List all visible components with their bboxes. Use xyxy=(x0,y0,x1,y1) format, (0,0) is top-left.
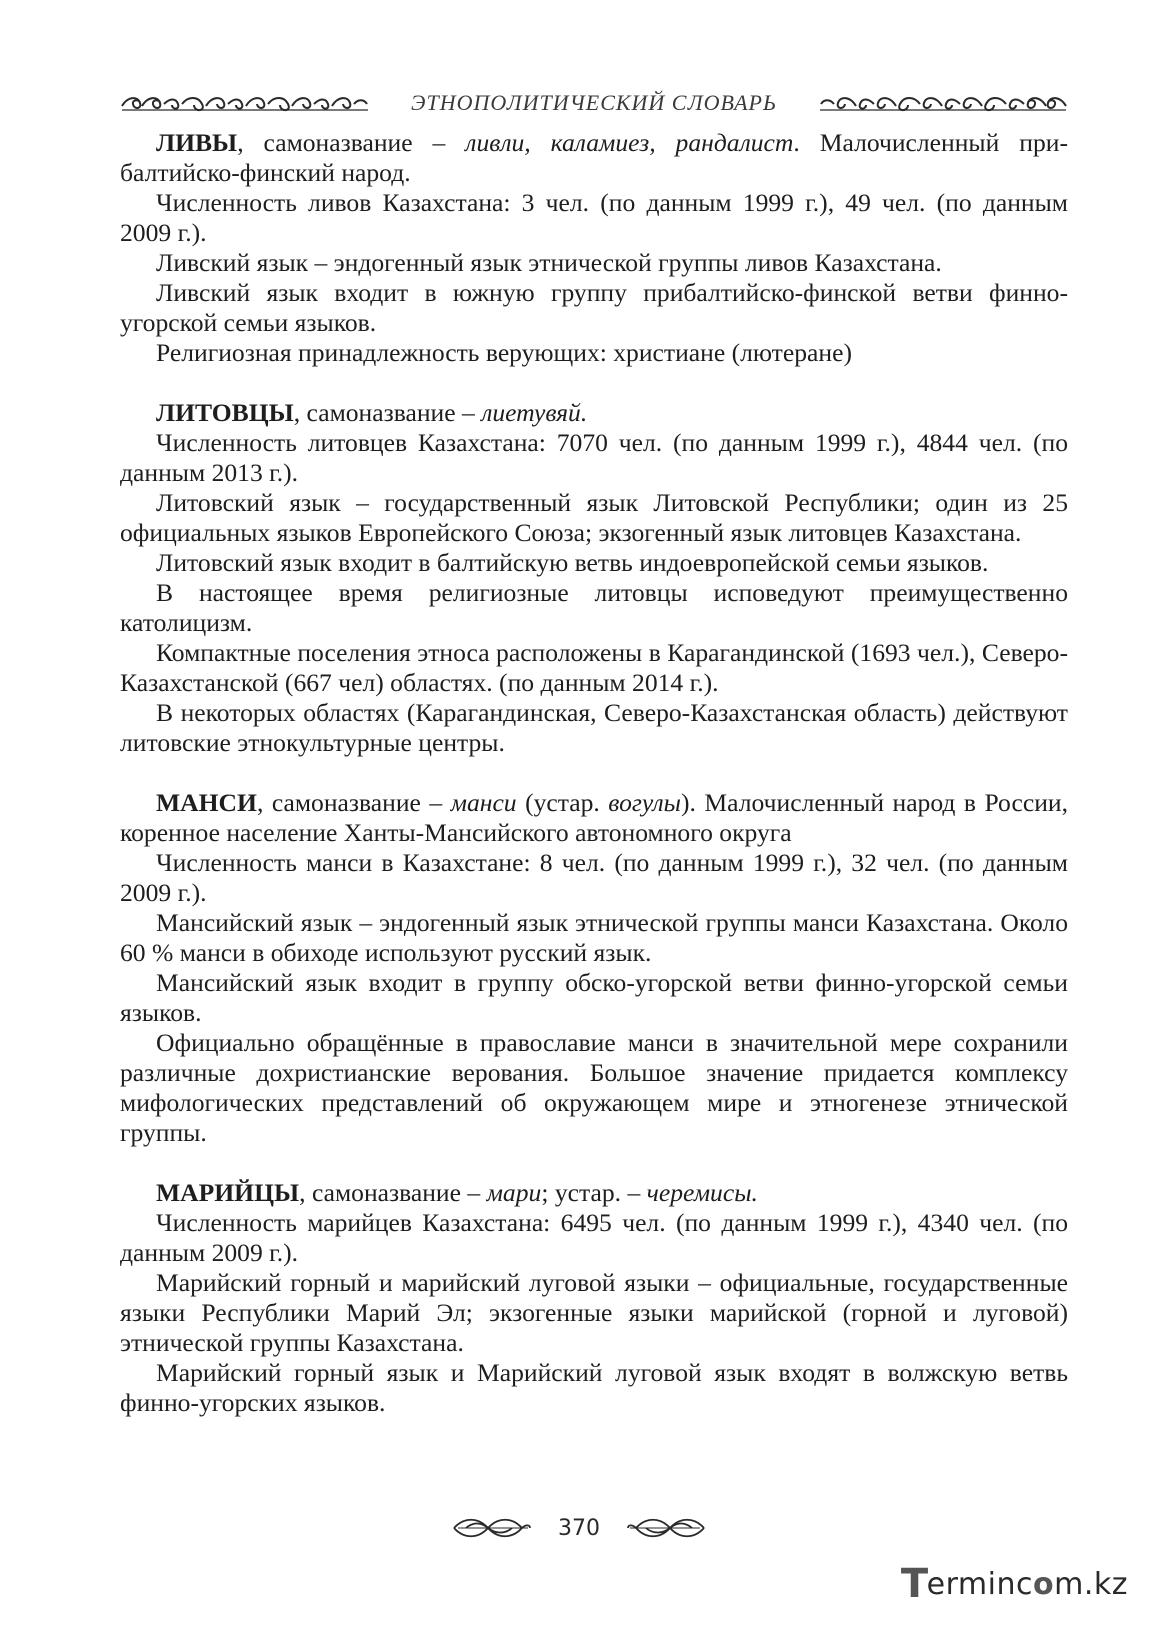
entry-paragraph: Марийский горный и марийский луговой языки – официальные, государственные языки Республики Марий Эл; экзогенные языки марийской (горной и луговой) этнической группы Казахстана. xyxy=(120,1268,1068,1357)
dictionary-content xyxy=(120,128,1068,1448)
entry-heading xyxy=(120,788,1068,848)
entry-heading xyxy=(120,398,1068,428)
entry-selfname: мари xyxy=(486,1178,542,1207)
entry-oldname: вогулы xyxy=(608,788,682,817)
entry-lead: , самоназвание – xyxy=(237,128,466,157)
entry-heading xyxy=(120,128,1068,188)
entry-selfname: манси xyxy=(450,788,517,817)
watermark-text-1: erminc xyxy=(926,1566,1033,1602)
entry-mansi xyxy=(120,788,1068,1148)
entry-paragraph: Численность манси в Казахстане: 8 чел. (по данным 1999 г.), 32 чел. (по данным 2009 г.). xyxy=(120,848,1068,907)
right-ornament-icon xyxy=(818,92,1068,114)
entry-term: МАНСИ xyxy=(156,788,257,817)
watermark-o: o xyxy=(1032,1566,1055,1602)
entry-paragraph: Компактные поселения этноса расположены в Карагандинской (1693 чел.), Северо-Казахстанской (667 чел) областях. (по данным 2014 г.). xyxy=(120,638,1068,697)
entry-mid: (устар. xyxy=(516,788,609,817)
entry-paragraph: Численность марийцев Казахстана: 6495 чел. (по данным 1999 г.), 4340 чел. (по данным 2009 г.). xyxy=(120,1208,1068,1267)
entry-oldname: черемисы. xyxy=(646,1178,758,1207)
watermark-initial: T xyxy=(900,1561,929,1607)
entry-paragraph: Религиозная принадлежность верующих: христиане (лютеране) xyxy=(156,338,852,367)
entry-paragraph: Литовский язык входит в балтийскую ветвь индоевропейской семьи языков. xyxy=(156,548,989,577)
entry-paragraph: Численность ливов Казахстана: 3 чел. (по данным 1999 г.), 49 чел. (по данным 2009 г.). xyxy=(120,188,1068,247)
entry-selfname: ливли, каламиез, рандалист xyxy=(465,128,794,157)
footer-left-flourish-icon xyxy=(452,1515,532,1541)
running-header xyxy=(120,86,1068,120)
header-title: ЭТНОПОЛИТИЧЕСКИЙ СЛОВАРЬ xyxy=(411,90,777,115)
entry-paragraph: Мансийский язык входит в группу обско-угорской ветви финно-угорской семьи языков. xyxy=(120,968,1068,1027)
entry-selfname: лиетувяй. xyxy=(481,398,588,427)
left-ornament-icon xyxy=(120,92,370,114)
watermark-logo xyxy=(901,1561,1128,1607)
entry-paragraph: Ливский язык входит в южную группу прибалтийско-финской ветви финно-угорской семьи языков. xyxy=(120,278,1068,337)
entry-paragraph: Численность литовцев Казахстана: 7070 чел. (по данным 1999 г.), 4844 чел. (по данным 2013 г.). xyxy=(120,428,1068,487)
entry-mariytsy xyxy=(120,1178,1068,1418)
entry-paragraph: Ливский язык – эндогенный язык этнической группы ливов Казахстана. xyxy=(156,248,942,277)
entry-livy xyxy=(120,128,1068,368)
entry-litovtsy xyxy=(120,398,1068,758)
entry-paragraph: Литовский язык – государственный язык Литовской Республики; один из 25 официальных языков Европейского Союза; экзогенный язык литовцев Казахстана. xyxy=(120,488,1068,547)
entry-paragraph: В некоторых областях (Карагандинская, Северо-Казахстанская область) действуют литовские этнокультурные центры. xyxy=(120,698,1068,757)
entry-paragraph: Мансийский язык – эндогенный язык этнической группы манси Казахстана. Около 60 % манси в обиходе используют русский язык. xyxy=(120,908,1068,967)
entry-lead: , самоназвание – xyxy=(299,1178,487,1207)
page-number: 370 xyxy=(558,1515,600,1541)
entry-description: ). Малочисленный народ в России, коренное население Ханты-Мансийского автономного округа xyxy=(120,788,1068,847)
entry-mid: ; устар. – xyxy=(541,1178,647,1207)
entry-heading xyxy=(120,1178,1068,1208)
entry-paragraph: Официально обращённые в православие манси в значительной мере сохранили различные дохристианские верования. Большое значение придается комплексу мифологических представлений об окружающем мире и этногенезе этнической группы. xyxy=(120,1028,1068,1147)
footer-right-flourish-icon xyxy=(626,1515,706,1541)
entry-lead: , самоназвание – xyxy=(256,788,451,817)
entry-lead: , самоназвание – xyxy=(293,398,482,427)
entry-term: МАРИЙЦЫ xyxy=(156,1178,300,1207)
watermark-text-2: m.kz xyxy=(1054,1566,1128,1602)
page-footer xyxy=(0,1508,1158,1548)
entry-paragraph: В настоящее время религиозные литовцы исповедуют преимущественно католицизм. xyxy=(120,578,1068,637)
entry-paragraph: Марийский горный язык и Марийский луговой язык входят в волжскую ветвь финно-угорских языков. xyxy=(120,1358,1068,1417)
entry-term: ЛИТОВЦЫ xyxy=(156,398,294,427)
entry-term: ЛИВЫ xyxy=(156,128,238,157)
entry-description: . Малочисленный прибалтийско-финский народ. xyxy=(120,128,1068,187)
